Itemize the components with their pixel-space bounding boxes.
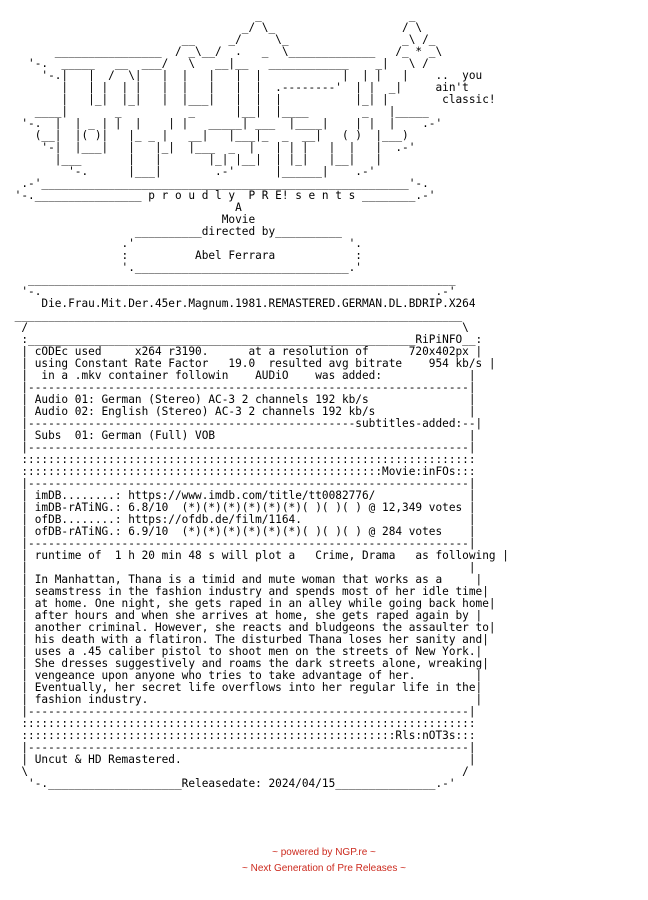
nfo-line: | runtime of 1 h 20 min 48 s will plot a Crime, Drama as following | <box>8 549 509 562</box>
nfo-line: | using Constant Rate Factor 19.0 resulted avg bitrate 954 kb/s | <box>8 357 496 370</box>
tagline-line <box>0 862 648 876</box>
nfo-line: ________________________________________________________________ <box>8 273 456 286</box>
nfo-line: _ _ <box>8 9 436 22</box>
nfo-line: |------------------------------------------------------------------| <box>8 441 476 454</box>
nfo-line: '.________________________________.' <box>8 261 456 274</box>
nfo-line: | after hours and when she arrives at home, she gets raped again by | <box>8 609 483 622</box>
nfo-line: Die.Frau.Mit.Der.45er.Magnum.1981.REMASTERED.GERMAN.DL.BDRIP.X264 <box>8 297 476 310</box>
nfo-line: | in a .mkv container followin AUDiO was added: | <box>8 369 476 382</box>
nfo-line: | ofDB........: https://ofdb.de/film/1164. | <box>8 513 476 526</box>
nfo-line: | seamstress in the fashion industry and spends most of her idle time| <box>8 585 489 598</box>
nfo-line: | imDB-rATiNG.: 6.8/10 (*)(*)(*)(*)(*)(*)( )( )( ) @ 12,349 votes | <box>8 501 476 514</box>
nfo-line: | imDB........: https://www.imdb.com/title/tt0082776/ | <box>8 489 476 502</box>
nfo-line: |------------------------------------------------------------------| <box>8 381 476 394</box>
nfo-line: '-.| | / \| | | | | | | | | | .. you <box>8 69 483 82</box>
nfo-line: | cODEc used x264 r3190. at a resolution of 720x402px | <box>8 345 483 358</box>
nfo-line: : Abel Ferrara : <box>8 249 456 262</box>
nfo-line: | ofDB-rATiNG.: 6.9/10 (*)(*)(*)(*)(*)(*)( )( )( ) @ 284 votes | <box>8 525 476 538</box>
nfo-line: |------------------------------------------------------------------| <box>8 477 476 490</box>
nfo-line: ::::::::::::::::::::::::::::::::::::::::::::::::::::::::Rls:nOT3s::: <box>8 729 476 742</box>
nfo-line: |------------------------------------------------------------------| <box>8 741 476 754</box>
nfo-line: |------------------------------------------------------------------| <box>8 705 476 718</box>
nfo-line: | In Manhattan, Thana is a timid and mute woman that works as a | <box>8 573 483 586</box>
nfo-line: | Audio 01: German (Stereo) AC-3 2 channels 192 kb/s | <box>8 393 476 406</box>
nfo-line: | Subs 01: German (Full) VOB | <box>8 429 476 442</box>
nfo-line: | Uncut & HD Remastered. | <box>8 753 476 766</box>
nfo-line: | vengeance upon anyone who tries to take advantage of her. | <box>8 669 483 682</box>
nfo-line: (__| |( )| |_ _ | __| |___|_ _ __| ( ) |___) <box>8 129 409 142</box>
nfo-line: ___________________________________________________________________ <box>8 309 463 322</box>
nfo-line: | | <box>8 561 476 574</box>
nfo-line: | |_| |_| | |___| | | | |_| | classic! <box>8 93 496 106</box>
nfo-line: :__________________________________________________________RiPiNFO__: <box>8 333 483 346</box>
nfo-line: .-'_______________________________________________________'-. <box>8 177 443 190</box>
nfo-line: '-. |___| .-' |______| .-' <box>8 165 376 178</box>
nfo-line: | Eventually, her secret life overflows into her regular life in the| <box>8 681 483 694</box>
nfo-line: | Audio 02: English (Stereo) AC-3 2 channels 192 kb/s | <box>8 405 476 418</box>
nfo-line: | fashion industry. | <box>8 693 483 706</box>
nfo-line: |-------------------------------------------------subtitles-added:--| <box>8 417 483 430</box>
nfo-line: | | | | | | | | | | .--------' | | _| ain't <box>8 81 469 94</box>
nfo-line: '-.________________ p r o u d l y P R E! s e n t s ________.-' <box>8 189 436 202</box>
nfo-line: :::::::::::::::::::::::::::::::::::::::::::::::::::::::::::::::::::: <box>8 717 476 730</box>
nfo-line: ::::::::::::::::::::::::::::::::::::::::::::::::::::::Movie:inFOs::: <box>8 465 476 478</box>
nfo-line: _/ \_ / \ <box>8 21 436 34</box>
nfo-line: ____| _ _ |__| |____ _ |_____ <box>8 105 429 118</box>
nfo-line: :::::::::::::::::::::::::::::::::::::::::::::::::::::::::::::::::::: <box>8 453 476 466</box>
nfo-line: |___ | | |_| |__| | |_| |__| | <box>8 153 383 166</box>
nfo-text <box>8 10 509 790</box>
nfo-line: \ / <box>8 765 469 778</box>
nfo-line: .' '. <box>8 237 456 250</box>
tagline-text: ~ Next Generation of Pre Releases ~ <box>242 863 406 874</box>
powered-by-line <box>0 846 648 860</box>
nfo-line: '-. _____ __ ___/ \ __|__ ____________ _| \ / <box>8 57 443 70</box>
nfo-line: | uses a .45 caliber pistol to shoot men on the streets of New York.| <box>8 645 483 658</box>
nfo-line: | his death with a flatiron. The disturbed Thana loses her sanity and| <box>8 633 489 646</box>
nfo-line: | another criminal. However, she reacts and bludgeons the assaulter to| <box>8 621 496 634</box>
nfo-line: '-. | | _ | | | | | _____| ___ |____| | | | .-' <box>8 117 443 130</box>
nfo-line: '-| |___| | |_| |___ _ | | | | | | | .-' <box>8 141 416 154</box>
powered-by-text: ~ powered by NGP.re ~ <box>272 847 376 858</box>
nfo-line: | at home. One night, she gets raped in an alley while going back home| <box>8 597 496 610</box>
nfo-line: '-. .-' <box>8 285 456 298</box>
nfo-line: |------------------------------------------------------------------| <box>8 537 476 550</box>
nfo-line: __________directed by__________ <box>8 225 456 238</box>
nfo-line: / \ <box>8 321 469 334</box>
nfo-line: '-.____________________Releasedate: 2024/04/15_______________.-' <box>8 777 456 790</box>
nfo-line: | She dresses suggestively and roams the dark streets alone, wreaking| <box>8 657 489 670</box>
nfo-line: ________________ / _\__/ . _ \_____________ /_ * _\ <box>8 45 443 58</box>
nfo-line: __ _/ \_ _\ /_ <box>8 33 436 46</box>
nfo-line: A <box>8 201 456 214</box>
nfo-line: Movie <box>8 213 456 226</box>
